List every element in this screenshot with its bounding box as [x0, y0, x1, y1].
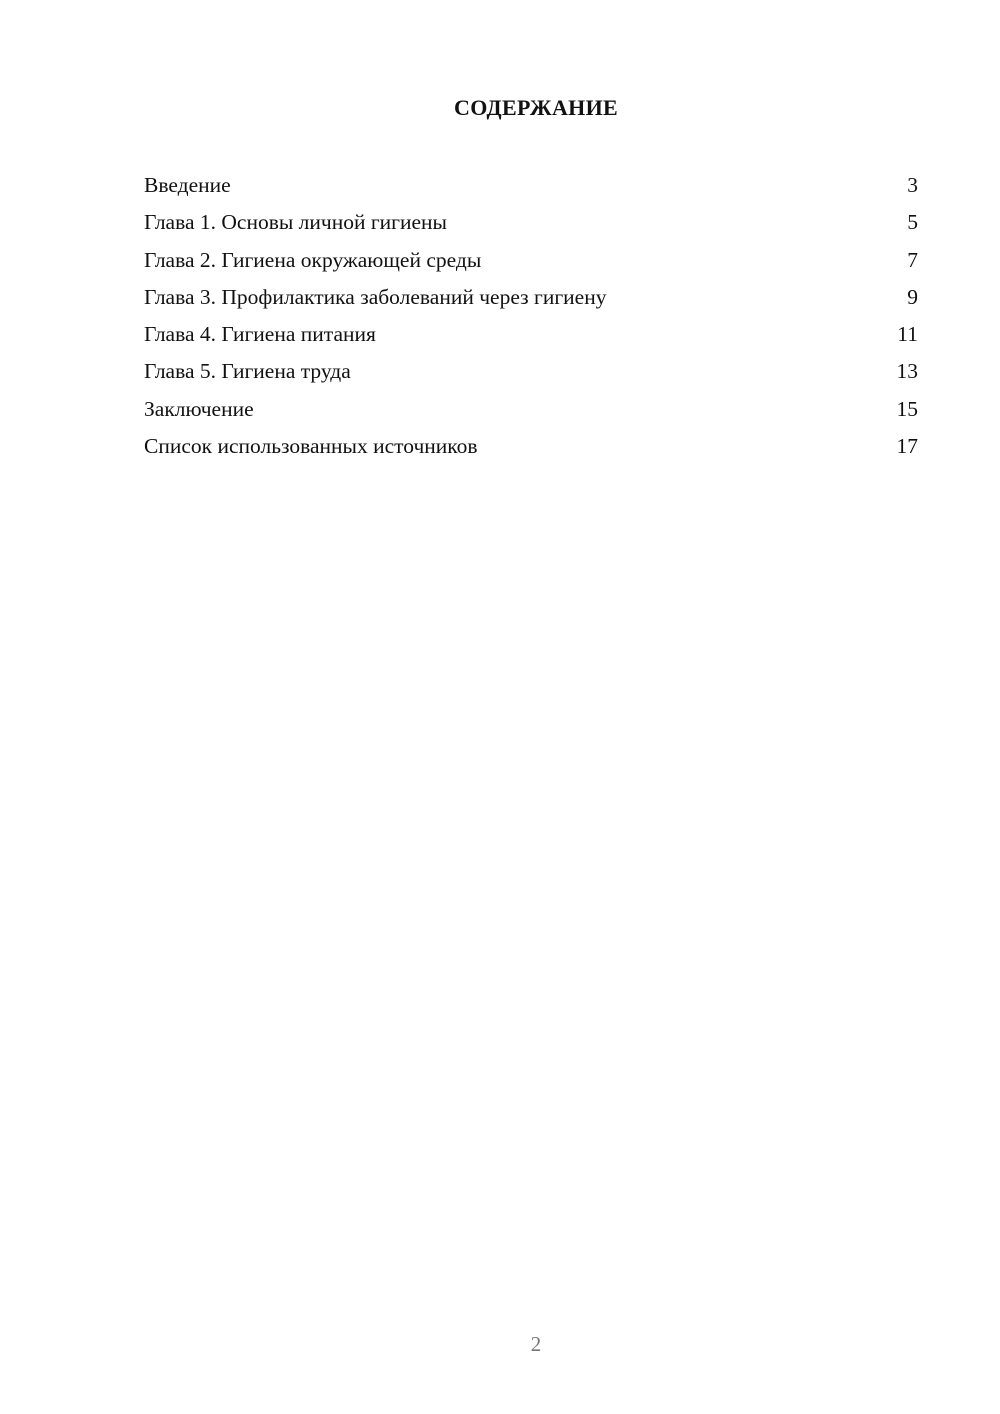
toc-entry-label: Глава 2. Гигиена окружающей среды — [144, 247, 482, 272]
toc-entry-page: 3 — [907, 173, 918, 197]
toc-entry-chapter-2[interactable] — [144, 243, 918, 280]
toc-entry-chapter-4[interactable] — [144, 317, 918, 354]
toc-entry-page: 17 — [896, 434, 918, 459]
toc-entry-label: Введение — [144, 173, 231, 197]
toc-entry-chapter-1[interactable] — [144, 205, 918, 242]
toc-list — [144, 168, 918, 466]
toc-entry-page: 11 — [897, 322, 918, 347]
toc-entry-page: 9 — [907, 284, 918, 309]
toc-entry-references[interactable] — [144, 429, 918, 466]
toc-entry-page: 5 — [907, 210, 918, 235]
toc-entry-chapter-5[interactable] — [144, 354, 918, 391]
toc-entry-label: Глава 4. Гигиена питания — [144, 322, 376, 347]
toc-entry-page: 15 — [896, 396, 918, 421]
toc-entry-conclusion[interactable] — [144, 392, 918, 429]
toc-entry-label: Глава 3. Профилактика заболеваний через гигиену — [144, 284, 607, 309]
page-number: 2 — [530, 1332, 542, 1356]
toc-entry-page: 13 — [896, 359, 918, 384]
toc-title: СОДЕРЖАНИЕ — [454, 95, 618, 120]
toc-entry-label: Заключение — [144, 396, 254, 421]
toc-entry-label: Глава 5. Гигиена труда — [144, 359, 351, 384]
toc-entry-label: Список использованных источников — [144, 434, 478, 459]
toc-entry-page: 7 — [907, 247, 918, 272]
toc-entry-label: Глава 1. Основы личной гигиены — [144, 210, 447, 235]
toc-entry-chapter-3[interactable] — [144, 280, 918, 317]
toc-entry-introduction[interactable] — [144, 168, 918, 205]
